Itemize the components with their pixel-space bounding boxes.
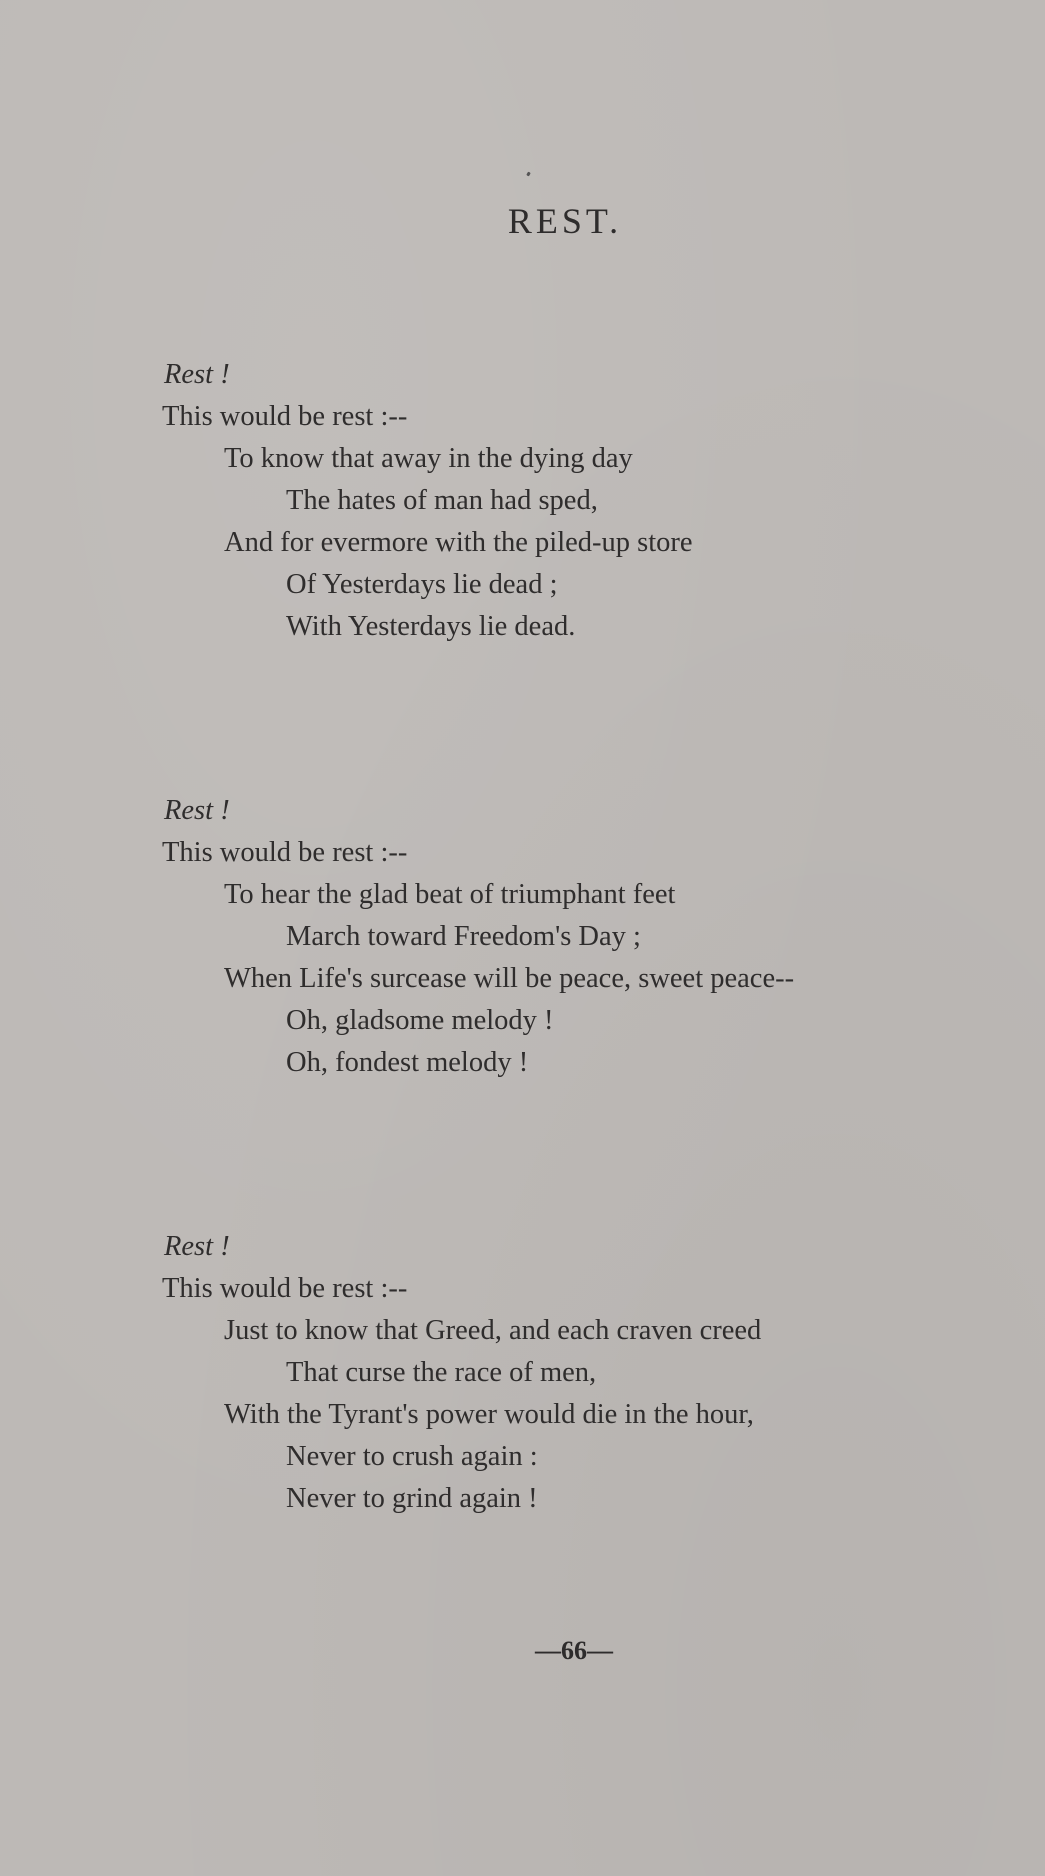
stanza-line: When Life's surcease will be peace, sweet peace-- xyxy=(224,963,795,994)
stanza-line: Never to crush again : xyxy=(286,1441,538,1472)
stanza-line: Rest ! xyxy=(164,359,230,390)
stanza-line: Of Yesterdays lie dead ; xyxy=(286,569,558,600)
stanza-line: With Yesterdays lie dead. xyxy=(286,611,576,642)
stanza-line: March toward Freedom's Day ; xyxy=(286,921,641,952)
stanza-line: This would be rest :-- xyxy=(162,837,408,868)
stanza-line: To hear the glad beat of triumphant feet xyxy=(224,879,676,910)
stanza-line: Rest ! xyxy=(164,1231,230,1262)
ink-speck xyxy=(526,172,531,177)
stanza-line: This would be rest :-- xyxy=(162,401,408,432)
stanza-line: Never to grind again ! xyxy=(286,1483,538,1514)
stanza-line: And for evermore with the piled-up store xyxy=(224,527,693,558)
stanza-line: Oh, fondest melody ! xyxy=(286,1047,529,1078)
stanza-line: Oh, gladsome melody ! xyxy=(286,1005,554,1036)
stanza-line: The hates of man had sped, xyxy=(286,485,598,516)
stanza-3 xyxy=(162,1226,1022,1520)
stanza-line: This would be rest :-- xyxy=(162,1273,408,1304)
page-number: —66— xyxy=(535,1636,613,1665)
stanza-1 xyxy=(162,354,1022,648)
stanza-2 xyxy=(162,790,1022,1084)
stanza-line: To know that away in the dying day xyxy=(224,443,633,474)
stanza-line: Just to know that Greed, and each craven creed xyxy=(224,1315,762,1346)
stanza-line: Rest ! xyxy=(164,795,230,826)
stanza-line: That curse the race of men, xyxy=(286,1357,597,1388)
poem-title: REST. xyxy=(507,201,623,241)
stanza-line: With the Tyrant's power would die in the hour, xyxy=(224,1399,754,1430)
